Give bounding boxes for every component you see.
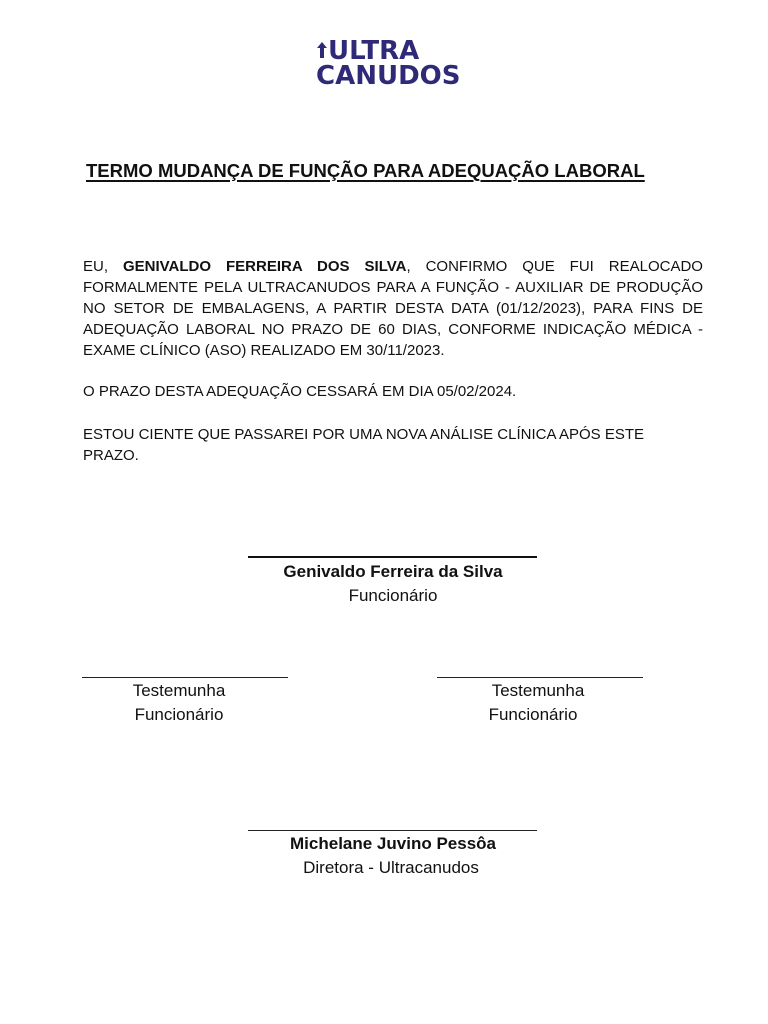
witness-left-signature-line [82,677,288,678]
company-logo [316,38,476,90]
witness-left-name: Testemunha [132,681,226,700]
declaration-prefix: EU, [83,258,123,275]
witness-left-role: Funcionário [134,705,224,724]
logo-text-line1: ULTRA [328,36,420,66]
employee-signature-name: Genivaldo Ferreira da Silva [283,562,503,581]
employee-signature-role: Funcionário [348,586,438,605]
logo-text-line2: CANUDOS [316,61,461,91]
director-signature-line [248,830,537,831]
employee-signature-line [248,556,537,558]
director-signature-name: Michelane Juvino Pessôa [290,834,496,853]
witness-right-name: Testemunha [491,681,585,700]
witness-right-signature-line [437,677,643,678]
employee-name-inline: GENIVALDO FERREIRA DOS SILVA [122,258,407,275]
acknowledgement-paragraph: ESTOU CIENTE QUE PASSAREI POR UMA NOVA ANÁLISE CLÍNICA APÓS ESTE PRAZO. [83,426,644,464]
witness-right-role: Funcionário [488,705,578,724]
declaration-text: , CONFIRMO QUE FUI REALOCADO FORMALMENTE PELA ULTRACANUDOS PARA A FUNÇÃO - AUXILIAR DE PRODUÇÃO NO SETOR DE EMBALAGENS, A PARTIR DESTA DATA (01/12/2023), PARA FINS DE ADEQUAÇÃO LABORAL NO PRAZO DE 60 DIAS, CONFORME INDICAÇÃO MÉDICA - EXAME CLÍNICO (ASO) REALIZADO EM 30/11/2023. [83,258,703,359]
deadline-paragraph: O PRAZO DESTA ADEQUAÇÃO CESSARÁ EM DIA 05/02/2024. [83,383,517,400]
declaration-paragraph [83,256,703,361]
director-signature-role: Diretora - Ultracanudos [303,858,479,877]
arrow-up-icon [316,41,328,59]
document-title: TERMO MUDANÇA DE FUNÇÃO PARA ADEQUAÇÃO LABORAL [86,160,645,181]
